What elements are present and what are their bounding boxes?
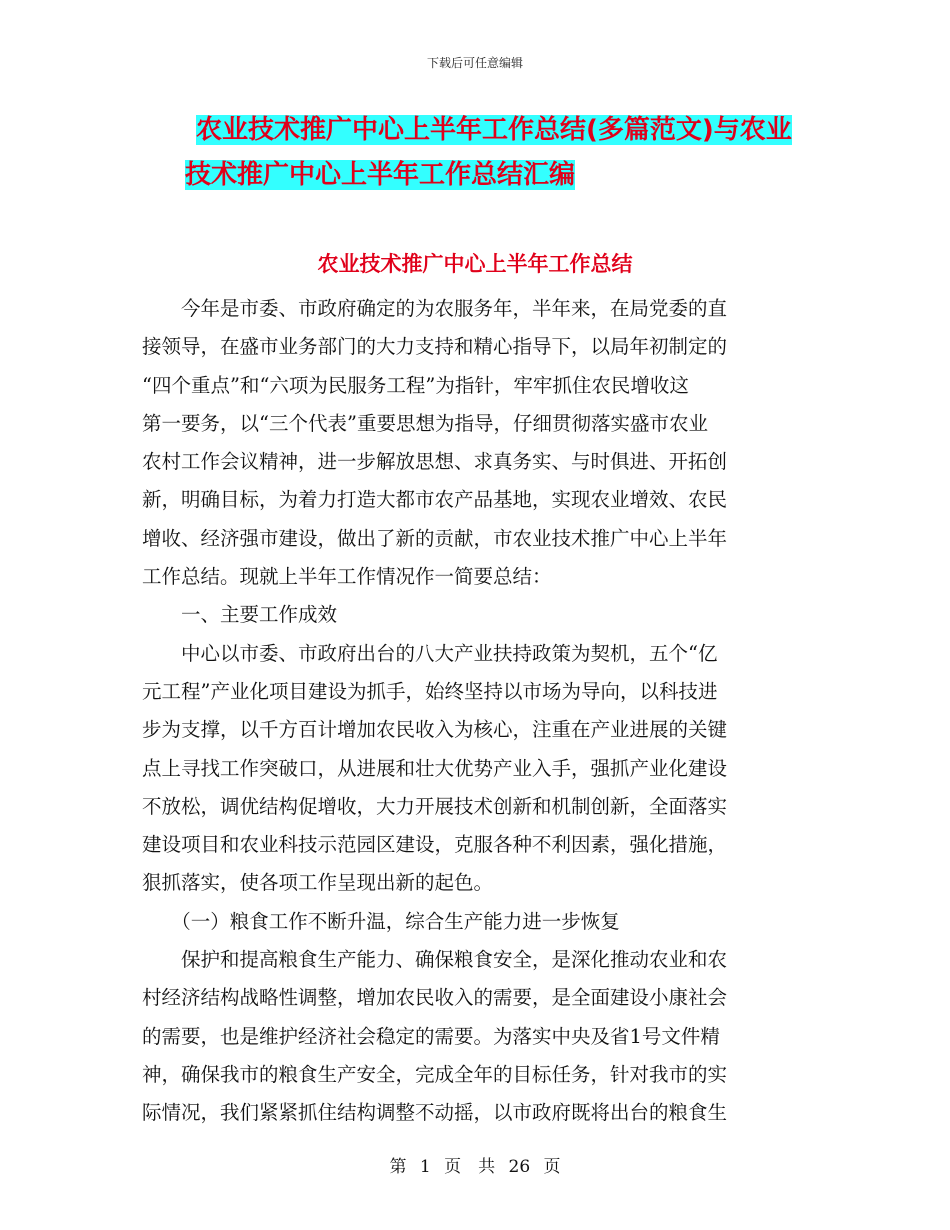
text-line: 增收、经济强市建设，做出了新的贡献，市农业技术推广中心上半年 — [142, 526, 728, 550]
text-line: 步为支撑，以千方百计增加农民收入为核心，注重在产业进展的关键 — [142, 718, 728, 742]
footer-middle: 页 共 — [444, 1157, 496, 1177]
text-line: 不放松，调优结构促增收，大力开展技术创新和机制创新，全面落实 — [142, 794, 728, 818]
text-line: 神，确保我市的粮食生产安全，完成全年的目标任务，针对我市的实 — [142, 1062, 728, 1086]
text-line: 狠抓落实，使各项工作呈现出新的起色。 — [142, 871, 494, 895]
text-line: 农村工作会议精神，进一步解放思想、求真务实、与时俱进、开拓创 — [142, 450, 728, 474]
text-line: 保护和提高粮食生产能力、确保粮食安全，是深化推动农业和农 — [142, 948, 728, 972]
text-line: “四个重点”和“六项为民服务工程”为指针，牢牢抓住农民增收这 — [142, 373, 689, 397]
header-note: 下载后可任意编辑 — [426, 56, 523, 70]
text-line: 点上寻找工作突破口，从进展和壮大优势产业入手，强抓产业化建设 — [142, 756, 728, 780]
text-line: 今年是市委、市政府确定的为农服务年，半年来，在局党委的直 — [142, 297, 728, 320]
body-text — [142, 290, 802, 1133]
text-line: 新，明确目标，为着力打造大都市农产品基地，实现农业增效、农民 — [142, 488, 728, 512]
page-footer — [0, 1152, 950, 1177]
page-total: 26 — [508, 1157, 531, 1177]
text-line: 的需要，也是维护经济社会稳定的需要。为落实中央及省1号文件精 — [142, 1024, 720, 1048]
document-title-line-2 — [0, 157, 950, 193]
text-line: 工作总结。现就上半年工作情况作一简要总结： — [142, 565, 552, 589]
text-line: 际情况，我们紧紧抓住结构调整不动摇，以市政府既将出台的粮食生 — [142, 1101, 728, 1125]
document-title-line-1 — [0, 112, 950, 148]
document-title-text-1: 农业技术推广中心上半年工作总结(多篇范文)与农业 — [196, 115, 792, 145]
text-line: 元工程”产业化项目建设为抓手，始终坚持以市场为导向，以科技进 — [142, 679, 718, 703]
text-line: 第一要务，以“三个代表”重要思想为指导，仔细贯彻落实盛市农业 — [142, 411, 708, 435]
text-line: 接领导，在盛市业务部门的大力支持和精心指导下，以局年初制定的 — [142, 335, 728, 359]
text-line: 建设项目和农业科技示范园区建设，克服各种不利因素，强化措施， — [142, 833, 728, 857]
heading-main-results: 一、主要工作成效 — [142, 603, 338, 627]
page-number: 1 — [419, 1157, 431, 1177]
document-title-text-2: 技术推广中心上半年工作总结汇编 — [185, 160, 576, 190]
text-line: 村经济结构战略性调整，增加农民收入的需要，是全面建设小康社会 — [142, 986, 728, 1010]
text-line: 中心以市委、市政府出台的八大产业扶持政策为契机，五个“亿 — [142, 641, 718, 665]
footer-prefix: 第 — [389, 1157, 407, 1177]
heading-grain-work: （一）粮食工作不断升温，综合生产能力进一步恢复 — [142, 909, 620, 933]
footer-suffix: 页 — [543, 1157, 561, 1177]
section-title: 农业技术推广中心上半年工作总结 — [317, 252, 633, 276]
